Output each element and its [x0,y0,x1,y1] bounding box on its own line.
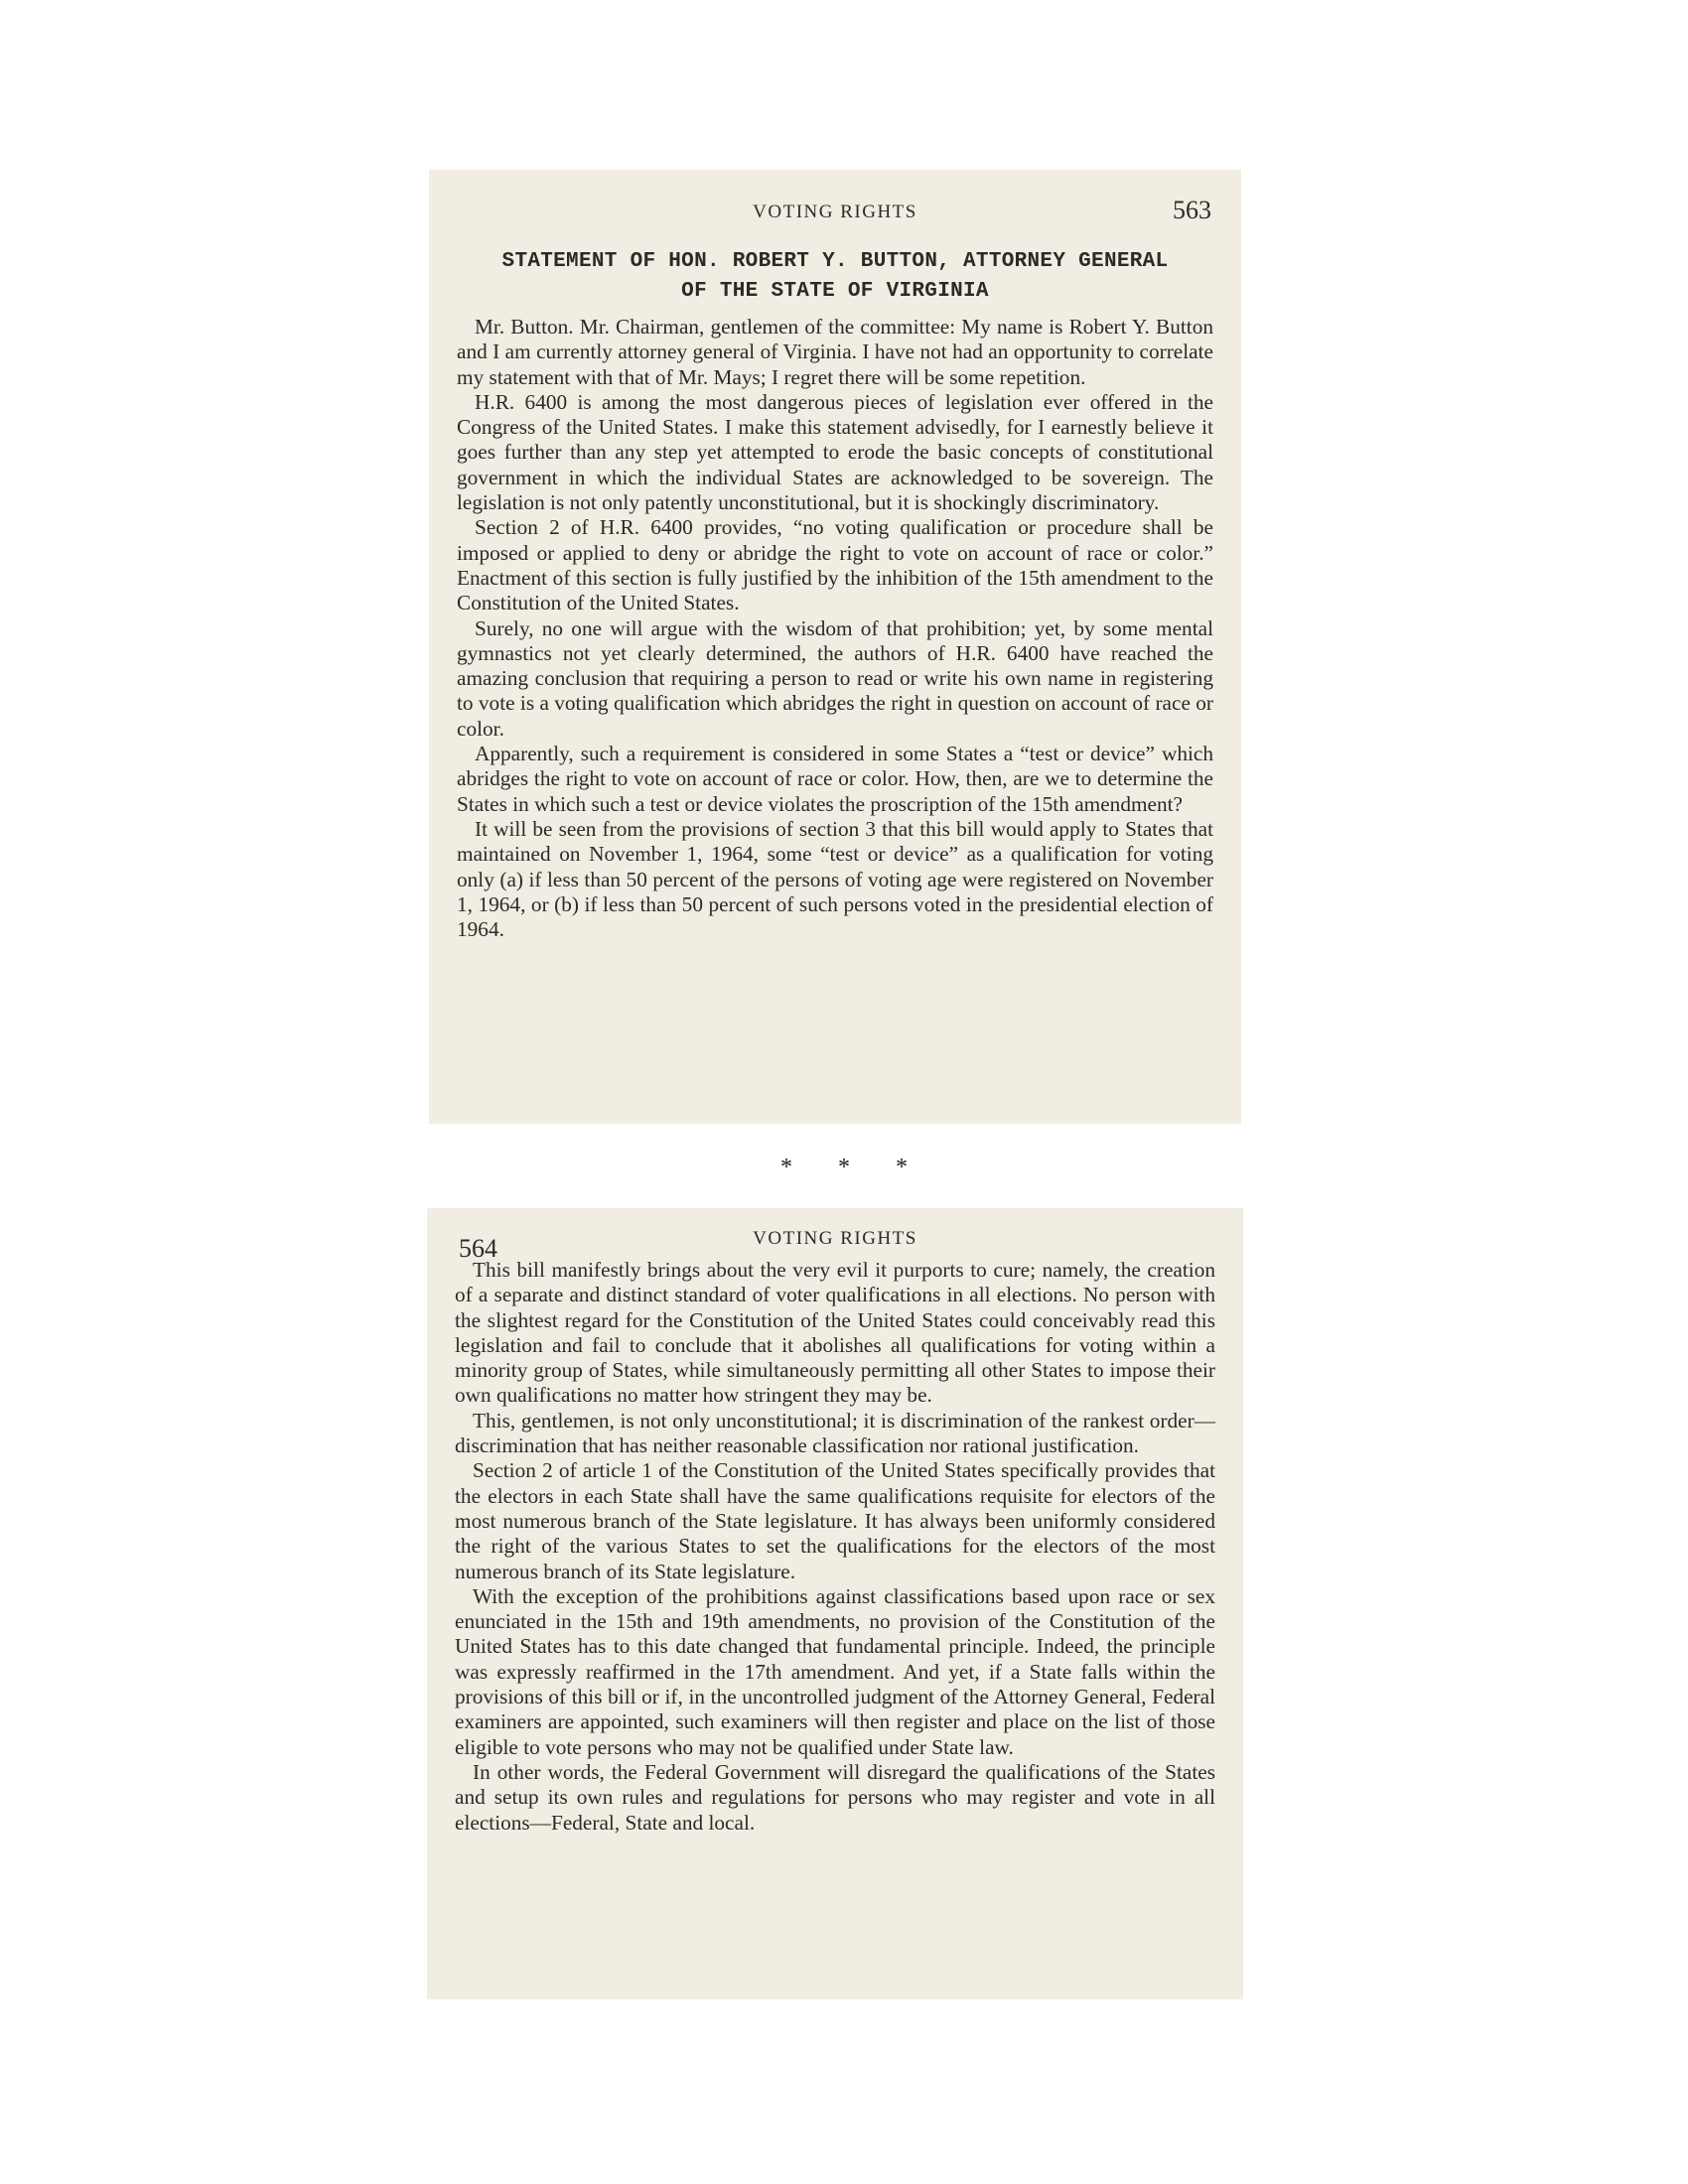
running-head [457,196,1213,231]
paragraph: Mr. Button. Mr. Chairman, gentlemen of the committee: My name is Robert Y. Button and I am currently attorney general of Virginia. I have not had an opportunity to correlate my statement with that of Mr. Mays; I regret there will be some repetition. [457,315,1213,389]
paragraph: In other words, the Federal Government will disregard the qualifications of the States and setup its own rules and regulations for persons who may register and vote in all elections—Federal, State and local. [455,1759,1215,1835]
section-separator [0,1155,1688,1181]
paragraph: It will be seen from the provisions of section 3 that this bill would apply to States that maintained on November 1, 1964, some “test or device” as a qualification for voting only (a) if less than 50 percent of the persons of voting age were registered on November 1, 1964, or (b) if less than 50 percent of such persons voted in the presidential election of 1964. [457,816,1213,942]
separator-asterisk: * [838,1155,850,1180]
paragraph: This bill manifestly brings about the very evil it purports to cure; namely, the creation of a separate and distinct standard of voter qualifications in all elections. No person with the slightest regard for the Constitution of the United States could conceivably read this legislation and fail to conclude that it abolishes all qualifications for voting within a minority group of States, while simultaneously permitting all other States to impose their own qualifications no matter how stringent they may be. [455,1258,1215,1408]
scanned-page-564 [427,1208,1243,1999]
paragraph: Apparently, such a requirement is considered in some States a “test or device” which abridges the right to vote on account of race or color. How, then, are we to determine the States in which such a test or device violates the proscription of the 15th amendment? [457,742,1213,816]
statement-heading [457,247,1213,307]
paragraph: Section 2 of H.R. 6400 provides, “no voting qualification or procedure shall be imposed or applied to deny or abridge the right to vote on account of race or color.” Enactment of this section is fully justified by the inhibition of the 15th amendment to the Constitution of the United States. [457,515,1213,615]
paragraph: Section 2 of article 1 of the Constitution of the United States specifically provides that the electors in each State shall have the same qualifications requisite for electors of the most numerous branch of the State legislature. It has always been uniformly considered the right of the various States to set the qualifications for the electors of the most numerous branch of its State legislature. [455,1458,1215,1583]
paragraph: Surely, no one will argue with the wisdom of that prohibition; yet, by some mental gymnastics not yet clearly determined, the authors of H.R. 6400 have reached the amazing conclusion that requiring a person to read or write his own name in registering to vote is a voting qualification which abridges the right in question on account of race or color. [457,615,1213,741]
heading-line-2: OF THE STATE OF VIRGINIA [681,280,989,303]
running-head-title: VOTING RIGHTS [753,202,917,222]
scanned-page-563 [429,170,1241,1124]
running-head [455,1222,1215,1263]
heading-line-1: STATEMENT OF HON. ROBERT Y. BUTTON, ATTORNEY GENERAL [501,250,1169,273]
separator-asterisk: * [780,1155,792,1180]
page-number: 564 [459,1234,497,1263]
paragraph: With the exception of the prohibitions against classifications based upon race or sex enunciated in the 15th and 19th amendments, no provision of the Constitution of the United States has to this date changed that fundamental principle. Indeed, the principle was expressly reaffirmed in the 17th amendment. And yet, if a State falls within the provisions of this bill or if, in the uncontrolled judgment of the Attorney General, Federal examiners are appointed, such examiners will then register and place on the list of those eligible to vote persons who may not be qualified under State law. [455,1583,1215,1759]
paragraph: H.R. 6400 is among the most dangerous pieces of legislation ever offered in the Congress of the United States. I make this statement advisedly, for I earnestly believe it goes further than any step yet attempted to erode the basic concepts of constitutional government in which the individual States are acknowledged to be sovereign. The legislation is not only patently unconstitutional, but it is shockingly discriminatory. [457,389,1213,515]
paragraph: This, gentlemen, is not only unconstitutional; it is discrimination of the rankest order—discrimination that has neither reasonable classification nor rational justification. [455,1408,1215,1458]
separator-asterisk: * [896,1155,908,1180]
page-number: 563 [1173,196,1211,224]
running-head-title: VOTING RIGHTS [753,1228,917,1249]
